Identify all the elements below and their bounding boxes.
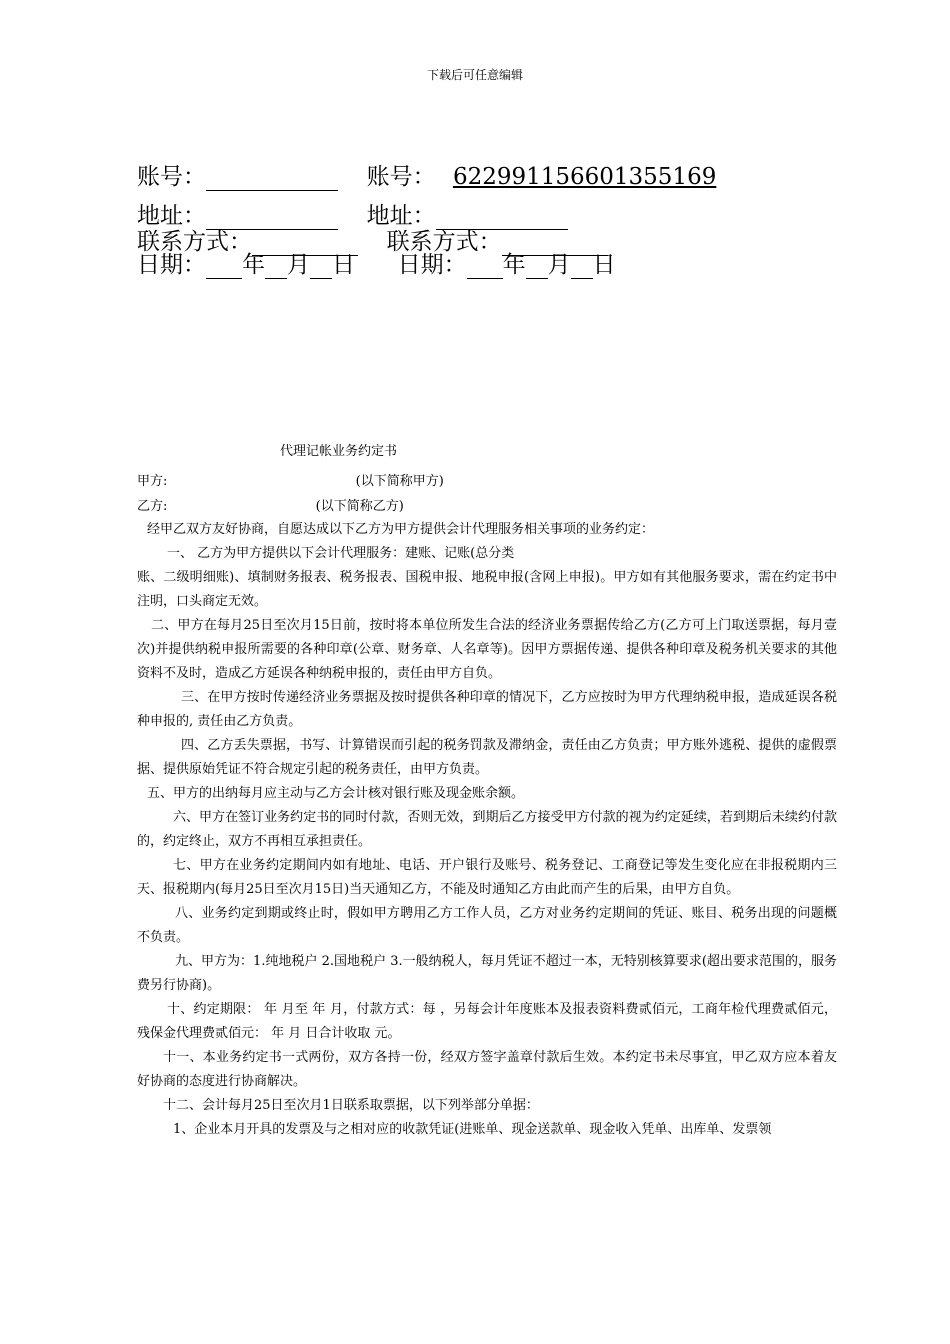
party-b-line xyxy=(137,495,404,514)
account-label-a: 账号： xyxy=(137,164,206,190)
party-a-label: 甲方: xyxy=(137,474,168,489)
paragraph-1-cont: 账、二级明细账)、填制财务报表、税务报表、国税申报、地税申报(含网上申报)。甲方如有其他服务要求，需在约定书中注明，口头商定无效。 xyxy=(137,570,837,609)
account-blank-a xyxy=(206,168,338,191)
paragraph-4: 四、乙方丢失票据，书写、计算错误而引起的税务罚款及滞纳金，责任由乙方负责；甲方账外逃税、提供的虚假票据、提供原始凭证不符合规定引起的税务责任，由甲方负责。 xyxy=(137,738,837,777)
paragraph-12-item-1: 1、企业本月开具的发票及与之相对应的收款凭证(进账单、现金送款单、现金收入凭单、出库单、发票领 xyxy=(173,1122,772,1137)
paragraph-11: 十一、本业务约定书一式两份，双方各持一份，经双方签字盖章付款后生效。本约定书未尽事宜，甲乙双方应本着友好协商的态度进行协商解决。 xyxy=(137,1050,837,1089)
paragraph-1: 一、 乙方为甲方提供以下会计代理服务：建账、记账(总分类 xyxy=(167,546,515,561)
agreement-body xyxy=(137,518,837,1142)
address-row xyxy=(137,202,568,230)
contact-label-b: 联系方式： xyxy=(386,229,502,255)
date-row: 日期： 年 月 日 日期： 年 月 日 xyxy=(137,252,616,278)
address-label-b: 地址： xyxy=(366,203,436,229)
account-number-b: 622991156601355169 xyxy=(452,164,717,190)
date-label-b: 日期： xyxy=(397,252,467,278)
account-row xyxy=(137,163,726,191)
paragraph-3: 三、在甲方按时传递经济业务票据及按时提供各种印章的情况下，乙方应按时为甲方代理纳税申报，造成延误各税种申报的, 责任由乙方负责。 xyxy=(137,690,837,729)
party-a-note: (以下简称甲方) xyxy=(355,474,444,489)
paragraph-6: 六、甲方在签订业务约定书的同时付款，否则无效，到期后乙方接受甲方付款的视为约定延续，若到期后未续约付款的，约定终止，双方不再相互承担责任。 xyxy=(137,810,837,849)
paragraph-5: 五、甲方的出纳每月应主动与乙方会计核对银行账及现金账余额。 xyxy=(147,786,525,801)
address-label-a: 地址： xyxy=(137,203,206,229)
paragraph-10: 十、约定期限： 年 月至 年 月，付款方式：每 ，另每会计年度账本及报表资料费贰佰元，工商年检代理费贰佰元，残保金代理费贰佰元： 年 月 日合计收取 元。 xyxy=(137,1002,837,1041)
date-label-a: 日期： xyxy=(137,252,206,278)
paragraph-7: 七、甲方在业务约定期间内如有地址、电话、开户银行及账号、税务登记、工商登记等发生变化应在非报税期内三天、报税期内(每月25日至次月15日)当天通知乙方，不能及时通知乙方由此而产生的后果，由甲方自负。 xyxy=(137,858,837,897)
contact-label-a: 联系方式： xyxy=(137,229,252,255)
paragraph-12: 十二、会计每月25日至次月1日联系取票据，以下列举部分单据： xyxy=(163,1098,539,1113)
header-note: 下载后可任意编辑 xyxy=(426,68,523,82)
paragraph-8: 八、业务约定到期或终止时，假如甲方聘用乙方工作人员，乙方对业务约定期间的凭证、账目、税务出现的问题概不负责。 xyxy=(137,906,837,945)
address-blank-b xyxy=(436,207,568,230)
address-blank-a xyxy=(206,207,338,230)
paragraph-2: 二、甲方在每月25日至次月15日前，按时将本单位所发生合法的经济业务票据传给乙方(乙方可上门取送票据，每月壹次)并提供纳税申报所需要的各种印章(公章、财务章、人名章等)。因甲方票据传递、提供各种印章及税务机关要求的其他资料不及时，造成乙方延误各种纳税申报的，责任由甲方自负。 xyxy=(137,618,837,681)
party-b-note: (以下简称乙方) xyxy=(315,499,404,514)
paragraph-intro: 经甲乙双方友好协商，自愿达成以下乙方为甲方提供会计代理服务相关事项的业务约定： xyxy=(147,522,655,537)
account-label-b: 账号： xyxy=(366,164,436,190)
document-title: 代理记帐业务约定书 xyxy=(280,444,398,459)
party-b-label: 乙方: xyxy=(137,499,168,514)
paragraph-9: 九、甲方为：1.纯地税户 2.国地税户 3.一般纳税人，每月凭证不超过一本，无特别核算要求(超出要求范围的，服务费另行协商)。 xyxy=(137,954,837,993)
party-a-line xyxy=(137,470,444,489)
